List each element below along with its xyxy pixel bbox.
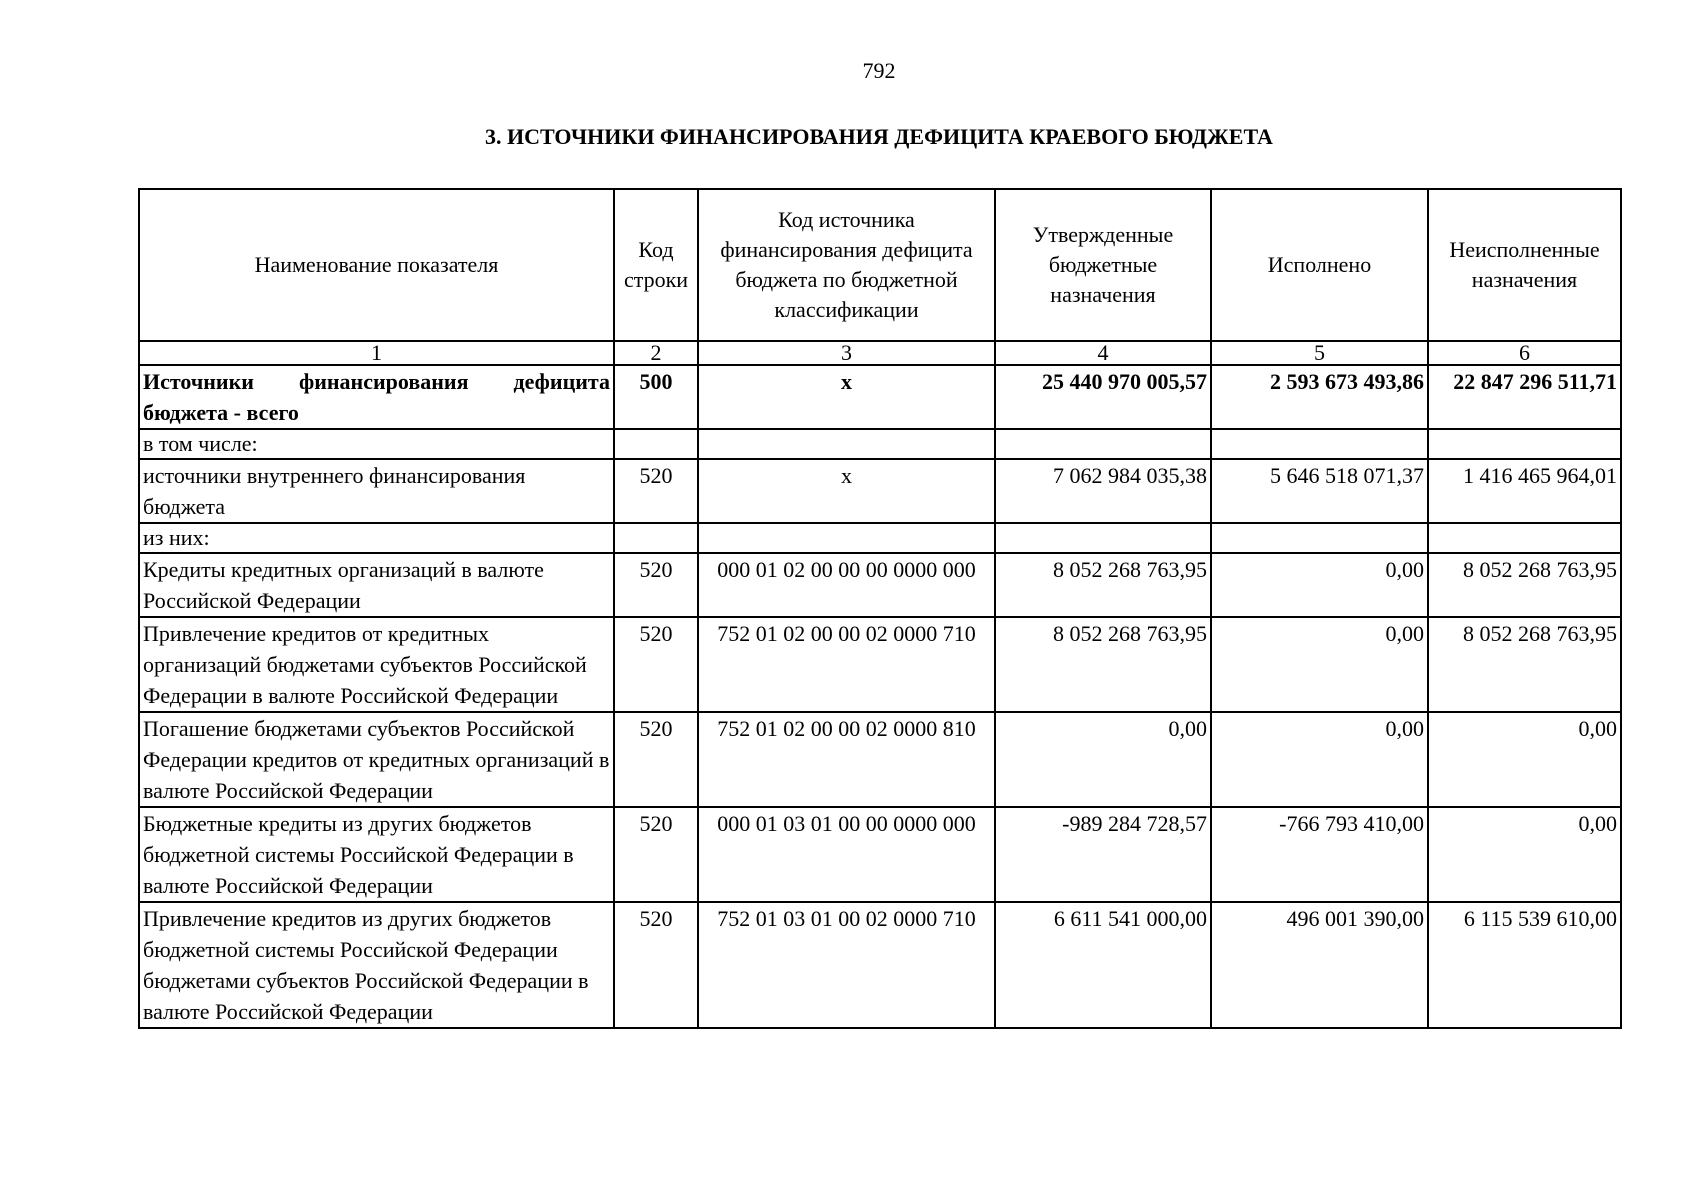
unexecuted-amount: 6 115 539 610,00 — [1428, 902, 1621, 1028]
source-code: 752 01 02 00 00 02 0000 810 — [698, 712, 995, 807]
deficit-financing-table — [138, 188, 1622, 1029]
row-name: Привлечение кредитов от кредитных организаций бюджетами субъектов Российской Федерации в валюте Российской Федерации — [139, 617, 614, 712]
column-number: 2 — [614, 341, 698, 365]
source-code — [698, 429, 995, 459]
unexecuted-amount — [1428, 429, 1621, 459]
header-row-code: Код строки — [614, 189, 698, 341]
table-row — [139, 553, 1621, 617]
row-code — [614, 429, 698, 459]
source-code: 752 01 03 01 00 02 0000 710 — [698, 902, 995, 1028]
unexecuted-amount: 8 052 268 763,95 — [1428, 617, 1621, 712]
unexecuted-amount: 0,00 — [1428, 807, 1621, 902]
row-code: 520 — [614, 459, 698, 523]
approved-amount: 8 052 268 763,95 — [995, 553, 1211, 617]
unexecuted-amount: 0,00 — [1428, 712, 1621, 807]
approved-amount: -989 284 728,57 — [995, 807, 1211, 902]
executed-amount — [1211, 523, 1428, 553]
header-source-code: Код источника финансирования дефицита бюджета по бюджетной классификации — [698, 189, 995, 341]
unexecuted-amount: 1 416 465 964,01 — [1428, 459, 1621, 523]
approved-amount: 6 611 541 000,00 — [995, 902, 1211, 1028]
approved-amount: 8 052 268 763,95 — [995, 617, 1211, 712]
row-code: 520 — [614, 712, 698, 807]
row-name: Кредиты кредитных организаций в валюте Российской Федерации — [139, 553, 614, 617]
unexecuted-amount: 8 052 268 763,95 — [1428, 553, 1621, 617]
header-executed: Исполнено — [1211, 189, 1428, 341]
approved-amount — [995, 429, 1211, 459]
table-row — [139, 902, 1621, 1028]
table-row — [139, 712, 1621, 807]
row-code: 500 — [614, 365, 698, 429]
source-code: 000 01 02 00 00 00 0000 000 — [698, 553, 995, 617]
row-name: Привлечение кредитов из других бюджетов бюджетной системы Российской Федерации бюджетами субъектов Российской Федерации в валюте Российской Федерации — [139, 902, 614, 1028]
row-code: 520 — [614, 807, 698, 902]
row-name: источники внутреннего финансирования бюджета — [139, 459, 614, 523]
executed-amount: 496 001 390,00 — [1211, 902, 1428, 1028]
approved-amount: 7 062 984 035,38 — [995, 459, 1211, 523]
column-number-row — [139, 341, 1621, 365]
header-name: Наименование показателя — [139, 189, 614, 341]
page-number: 792 — [862, 58, 896, 83]
column-number: 6 — [1428, 341, 1621, 365]
executed-amount: -766 793 410,00 — [1211, 807, 1428, 902]
executed-amount — [1211, 429, 1428, 459]
column-number: 1 — [139, 341, 614, 365]
approved-amount: 25 440 970 005,57 — [995, 365, 1211, 429]
row-code: 520 — [614, 617, 698, 712]
table-row — [139, 459, 1621, 523]
executed-amount: 2 593 673 493,86 — [1211, 365, 1428, 429]
header-unexecuted: Неисполненные назначения — [1428, 189, 1621, 341]
section-title: 3. ИСТОЧНИКИ ФИНАНСИРОВАНИЯ ДЕФИЦИТА КРАЕВОГО БЮДЖЕТА — [485, 124, 1273, 149]
row-code: 520 — [614, 553, 698, 617]
column-number: 3 — [698, 341, 995, 365]
unexecuted-amount — [1428, 523, 1621, 553]
unexecuted-amount: 22 847 296 511,71 — [1428, 365, 1621, 429]
row-name: Погашение бюджетами субъектов Российской Федерации кредитов от кредитных организаций в валюте Российской Федерации — [139, 712, 614, 807]
row-code: 520 — [614, 902, 698, 1028]
row-code — [614, 523, 698, 553]
table-row — [139, 429, 1621, 459]
header-row — [139, 189, 1621, 341]
source-code: 000 01 03 01 00 00 0000 000 — [698, 807, 995, 902]
approved-amount — [995, 523, 1211, 553]
source-code: x — [698, 459, 995, 523]
column-number: 5 — [1211, 341, 1428, 365]
executed-amount: 5 646 518 071,37 — [1211, 459, 1428, 523]
row-name: Источники финансирования дефицита бюджета - всего — [139, 365, 614, 429]
table-row — [139, 617, 1621, 712]
executed-amount: 0,00 — [1211, 553, 1428, 617]
table-row-total — [139, 365, 1621, 429]
row-name: Бюджетные кредиты из других бюджетов бюджетной системы Российской Федерации в валюте Российской Федерации — [139, 807, 614, 902]
column-number: 4 — [995, 341, 1211, 365]
executed-amount: 0,00 — [1211, 712, 1428, 807]
source-code — [698, 523, 995, 553]
approved-amount: 0,00 — [995, 712, 1211, 807]
table-row — [139, 807, 1621, 902]
row-name: в том числе: — [139, 429, 614, 459]
executed-amount: 0,00 — [1211, 617, 1428, 712]
header-approved: Утвержденные бюджетные назначения — [995, 189, 1211, 341]
table-row — [139, 523, 1621, 553]
source-code: 752 01 02 00 00 02 0000 710 — [698, 617, 995, 712]
source-code: x — [698, 365, 995, 429]
row-name: из них: — [139, 523, 614, 553]
